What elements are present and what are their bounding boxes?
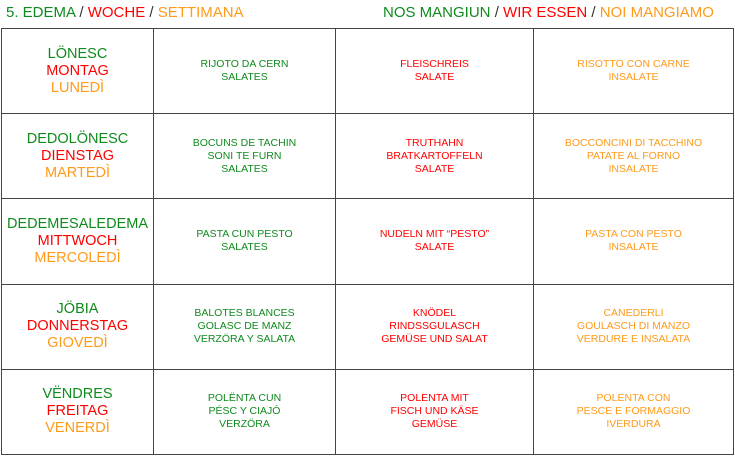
day-name-cell	[2, 284, 154, 369]
day-name-ladin: JÖBIA	[56, 301, 99, 318]
meal-cell-italian	[534, 284, 734, 369]
meal-line-german: NUDELN MIT “PESTO”	[379, 228, 490, 241]
menu-table-body	[2, 29, 734, 455]
meal-line-ladin: VERZÖRA Y SALATA	[193, 333, 296, 346]
meal-line-ladin: PASTA CUN PESTO	[196, 228, 293, 241]
meal-line-german: SALATE	[414, 162, 455, 175]
meal-line-ladin: SALATES	[221, 241, 268, 254]
day-name-ladin: DEDEMESALEDEMA	[6, 215, 148, 232]
day-name-ladin: LÖNESC	[47, 45, 108, 62]
meal-line-german: FISCH UND KÄSE	[390, 405, 479, 418]
meal-cell-german	[336, 29, 534, 114]
table-row	[2, 29, 734, 114]
meal-line-ladin: GOLASC DE MANZ	[197, 320, 292, 333]
meal-cell-italian	[534, 199, 734, 284]
meal-cell-ladin	[154, 369, 336, 454]
week-label-ladin: 5. EDEMA	[6, 4, 76, 21]
weekly-menu-table	[1, 28, 734, 455]
table-row	[2, 114, 734, 199]
meal-line-ladin: SONI TE FURN	[207, 149, 282, 162]
meal-line-italian: INSALATE	[608, 162, 659, 175]
meal-line-german: KNÖDEL	[412, 307, 457, 320]
meal-line-italian: CANEDERLI	[603, 307, 664, 320]
title-separator: /	[494, 4, 499, 21]
meal-line-ladin: SALATES	[221, 71, 268, 84]
meal-line-german: POLENTA MIT	[400, 392, 469, 405]
meal-line-german: BRATKARTOFFELN	[386, 149, 483, 162]
day-name-german: DONNERSTAG	[26, 318, 129, 335]
meal-line-italian: RISOTTO CON CARNE	[577, 58, 690, 71]
week-label-italian: SETTIMANA	[157, 4, 244, 21]
table-row	[2, 369, 734, 454]
meal-line-italian: IVERDURA	[606, 418, 661, 431]
meal-cell-italian	[534, 114, 734, 199]
meal-line-italian: PATATE AL FORNO	[586, 149, 681, 162]
meal-line-italian: INSALATE	[608, 241, 659, 254]
day-name-german: MITTWOCH	[37, 232, 118, 249]
meal-line-german: SALATE	[414, 241, 455, 254]
meal-line-ladin: BOCUNS DE TACHIN	[192, 136, 297, 149]
meal-cell-ladin	[154, 284, 336, 369]
meal-line-ladin: BALOTES BLANCES	[194, 307, 295, 320]
meal-line-italian: GOULASCH DI MANZO	[576, 320, 691, 333]
meal-line-italian: POLENTA CON	[596, 392, 671, 405]
day-name-german: MONTAG	[46, 62, 109, 79]
meal-cell-german	[336, 369, 534, 454]
week-label-german: WOCHE	[87, 4, 146, 21]
table-row	[2, 284, 734, 369]
meal-line-ladin: POLËNTA CUN	[207, 392, 282, 405]
day-name-italian: MERCOLEDÌ	[34, 249, 121, 266]
day-name-cell	[2, 114, 154, 199]
meal-cell-german	[336, 199, 534, 284]
meal-line-german: GEMÜSE UND SALAT	[381, 333, 488, 346]
meal-line-italian: BOCCONCINI DI TACCHINO	[564, 136, 703, 149]
header-week-title	[6, 3, 244, 23]
meal-cell-ladin	[154, 114, 336, 199]
table-row	[2, 199, 734, 284]
title-separator: /	[79, 4, 84, 21]
day-name-cell	[2, 369, 154, 454]
title-german: WIR ESSEN	[503, 4, 588, 21]
meal-cell-italian	[534, 369, 734, 454]
meal-line-italian: PESCE E FORMAGGIO	[576, 405, 691, 418]
meal-line-ladin: VERZÖRA	[219, 418, 270, 431]
title-italian: NOI MANGIAMO	[599, 4, 714, 21]
day-name-german: FREITAG	[46, 403, 109, 420]
day-name-italian: MARTEDÌ	[45, 164, 110, 181]
day-name-italian: LUNEDÌ	[50, 79, 105, 96]
meal-line-german: GEMÜSE	[411, 418, 458, 431]
title-separator: /	[149, 4, 154, 21]
meal-cell-ladin	[154, 199, 336, 284]
meal-line-italian: INSALATE	[608, 71, 659, 84]
day-name-ladin: VËNDRES	[42, 386, 113, 403]
meal-line-ladin: RIJOTO DA CERN	[200, 58, 289, 71]
meal-line-italian: VERDURE E INSALATA	[576, 333, 691, 346]
title-separator: /	[591, 4, 596, 21]
meal-line-italian: PASTA CON PESTO	[585, 228, 682, 241]
meal-line-ladin: SALATES	[221, 162, 268, 175]
meal-line-ladin: PÉSC Y CIAJÓ	[208, 405, 281, 418]
day-name-german: DIENSTAG	[40, 147, 115, 164]
day-name-italian: VENERDÌ	[45, 420, 110, 437]
title-ladin: NOS MANGIUN	[383, 4, 491, 21]
meal-line-german: RINDSSGULASCH	[389, 320, 480, 333]
meal-cell-italian	[534, 29, 734, 114]
meal-line-german: SALATE	[414, 71, 455, 84]
meal-line-german: TRUTHAHN	[405, 136, 464, 149]
header-menu-title	[383, 3, 714, 23]
meal-cell-ladin	[154, 29, 336, 114]
day-name-ladin: DEDOLÖNESC	[26, 130, 129, 147]
day-name-italian: GIOVEDÌ	[47, 335, 108, 352]
meal-cell-german	[336, 114, 534, 199]
meal-line-german: FLEISCHREIS	[400, 58, 469, 71]
day-name-cell	[2, 199, 154, 284]
meal-cell-german	[336, 284, 534, 369]
day-name-cell	[2, 29, 154, 114]
